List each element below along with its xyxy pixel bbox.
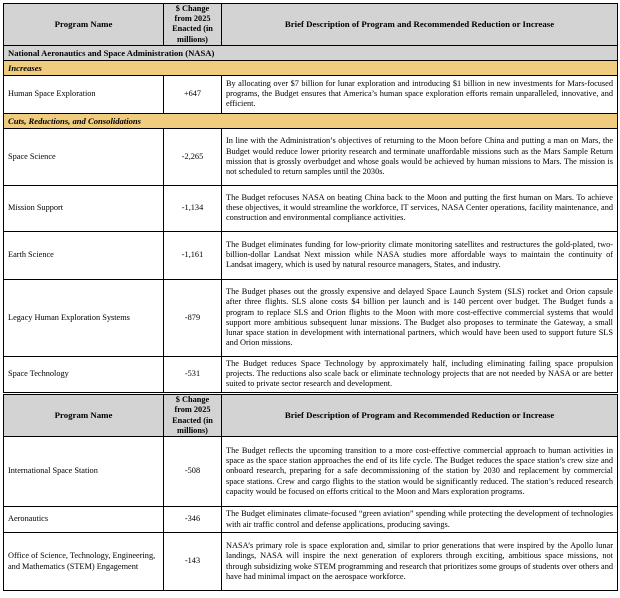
table-row (4, 185, 618, 231)
table-row (4, 279, 618, 356)
program-name: Mission Support (4, 185, 164, 231)
program-description: The Budget eliminates funding for low-priority climate monitoring satellites and restructures the gold-plated, two-billion-dollar Landsat Next mission while NASA studies more affordable ways to maintain the continuity of Landsat imagery, which is used by natural resource managers, States, and industry. (222, 231, 618, 279)
dollar-change: -879 (164, 279, 222, 356)
header-row (4, 4, 618, 46)
header-description: Brief Description of Program and Recommended Reduction or Increase (222, 395, 618, 437)
dollar-change: -531 (164, 356, 222, 392)
header-description: Brief Description of Program and Recommended Reduction or Increase (222, 4, 618, 46)
table-row (4, 231, 618, 279)
table-row (4, 356, 618, 392)
dollar-change: -346 (164, 507, 222, 533)
table-row (4, 437, 618, 507)
dollar-change: +647 (164, 75, 222, 113)
budget-table-part-2 (3, 394, 618, 591)
section-label-cuts: Cuts, Reductions, and Consolidations (4, 113, 618, 128)
header-dollar-change: $ Change from 2025 Enacted (in millions) (164, 4, 222, 46)
program-name: Aeronautics (4, 507, 164, 533)
header-dollar-change: $ Change from 2025 Enacted (in millions) (164, 395, 222, 437)
program-description: The Budget reflects the upcoming transition to a more cost-effective commercial approach to human activities in space as the space station approaches the end of its life cycle. The Budget reduces the space station’s crew size and onboard research, preparing for a safe decommissioning of the station by 2030 and replacement by commercial space stations. Crew and cargo flights to the station would be significantly reduced. The station’s reduced research capacity would be focused on efforts critical to the Moon and Mars exploration programs. (222, 437, 618, 507)
section-row-cuts (4, 113, 618, 128)
program-name: Space Science (4, 128, 164, 185)
program-description: The Budget refocuses NASA on beating China back to the Moon and putting the first human on Mars. To achieve these objectives, it would streamline the workforce, IT services, NASA Center operations, facility maintenance, and construction and environmental compliance activities. (222, 185, 618, 231)
table-row (4, 507, 618, 533)
program-description: The Budget reduces Space Technology by approximately half, including eliminating failing space propulsion projects. The reductions also scale back or eliminate technology projects that are not needed by NASA or are better suited to private sector research and development. (222, 356, 618, 392)
program-name: Space Technology (4, 356, 164, 392)
program-description: The Budget eliminates climate-focused “green aviation” spending while protecting the development of technologies with air traffic control and defense applications, producing savings. (222, 507, 618, 533)
table-row (4, 533, 618, 591)
section-row-increases (4, 60, 618, 75)
section-label-increases: Increases (4, 60, 618, 75)
dollar-change: -508 (164, 437, 222, 507)
program-name: Earth Science (4, 231, 164, 279)
table-row (4, 75, 618, 113)
program-description: By allocating over $7 billion for lunar exploration and introducing $1 billion in new investments for Mars-focused programs, the Budget ensures that America’s human space exploration efforts remain unparalleled, innovative, and efficient. (222, 75, 618, 113)
dollar-change: -1,134 (164, 185, 222, 231)
budget-table-part-1 (3, 3, 618, 393)
agency-row (4, 45, 618, 60)
agency-name: National Aeronautics and Space Administration (NASA) (4, 45, 618, 60)
table-row (4, 128, 618, 185)
dollar-change: -1,161 (164, 231, 222, 279)
header-program-name: Program Name (4, 395, 164, 437)
dollar-change: -2,265 (164, 128, 222, 185)
program-description: The Budget phases out the grossly expensive and delayed Space Launch System (SLS) rocket and Orion capsule after three flights. SLS alone costs $4 billion per launch and is 140 percent over budget. The Budget funds a program to replace SLS and Orion flights to the Moon with more cost-effective commercial systems that would support more ambitious subsequent lunar missions. The Budget also proposes to terminate the Gateway, a small lunar space station in development with international partners, which would have been used to support future SLS and Orion missions. (222, 279, 618, 356)
program-description: NASA’s primary role is space exploration and, similar to prior generations that were inspired by the Apollo lunar landings, NASA will inspire the next generation of explorers through exciting, ambitious space missions, not through subsidizing woke STEM programming and research that prioritizes some groups of students over others and have had minimal impact on the aerospace workforce. (222, 533, 618, 591)
program-description: In line with the Administration’s objectives of returning to the Moon before China and putting a man on Mars, the Budget would reduce lower priority research and terminate unaffordable missions such as the Mars Sample Return mission that is grossly overbudget and whose goals would be achieved by human missions to Mars. The mission is not scheduled to return samples until the 2030s. (222, 128, 618, 185)
program-name: Legacy Human Exploration Systems (4, 279, 164, 356)
program-name: International Space Station (4, 437, 164, 507)
header-row (4, 395, 618, 437)
dollar-change: -143 (164, 533, 222, 591)
program-name: Office of Science, Technology, Engineering, and Mathematics (STEM) Engagement (4, 533, 164, 591)
program-name: Human Space Exploration (4, 75, 164, 113)
header-program-name: Program Name (4, 4, 164, 46)
